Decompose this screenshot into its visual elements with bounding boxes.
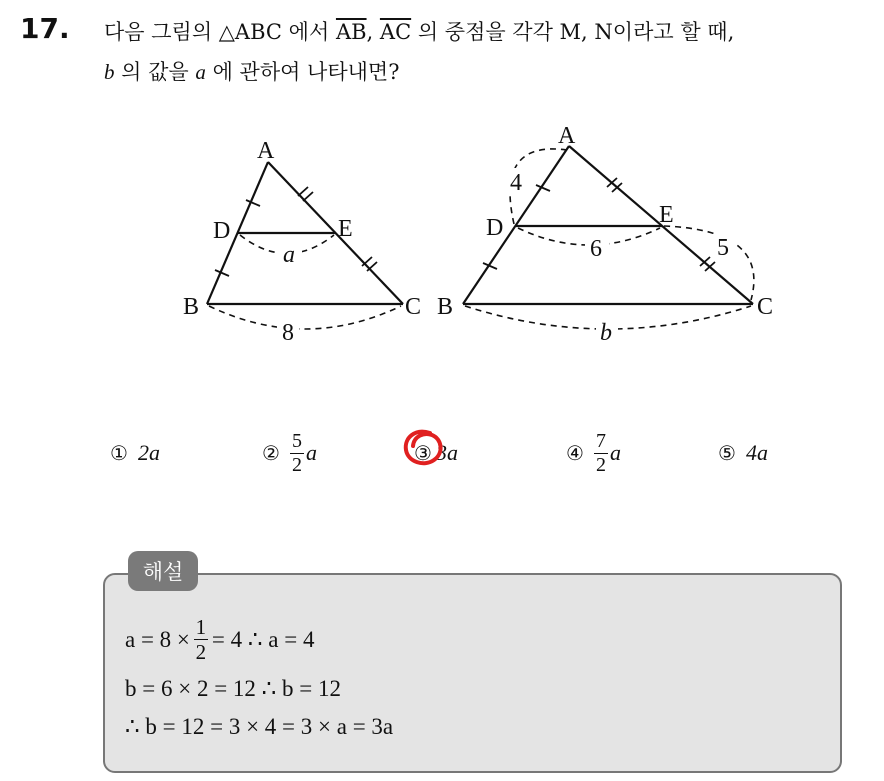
- solution-numerator: 1: [195, 615, 207, 639]
- right-vertex-d: D: [486, 215, 504, 241]
- solution-line-1: [125, 616, 314, 663]
- choice-4-denominator: 2: [595, 453, 606, 476]
- answer-circle-mark: [400, 426, 450, 470]
- question-text-1b: 에서: [282, 20, 336, 44]
- choice-2[interactable]: [262, 425, 317, 481]
- choice-1-mark: ①: [110, 441, 128, 465]
- separator: ,: [366, 20, 380, 44]
- question-text-2a: 의 값을: [114, 60, 196, 84]
- choice-4-numerator: 7: [595, 429, 606, 452]
- solution-line-3: ∴ b = 12 = 3 × 4 = 3 × a = 3a: [125, 714, 394, 739]
- segment-ab: $\overline{AB}$: [335, 20, 367, 44]
- choice-1[interactable]: [110, 425, 160, 481]
- right-ec-label: 5: [717, 235, 729, 261]
- right-ad-label: 4: [510, 170, 522, 196]
- choice-3-mark: ③: [414, 441, 432, 465]
- left-vertex-d: D: [213, 218, 231, 244]
- right-de-label: 6: [590, 236, 602, 262]
- left-vertex-b: B: [183, 294, 200, 320]
- solution-line-1-a: a = 8 ×: [125, 626, 190, 652]
- solution-fraction: [194, 616, 208, 663]
- choice-2-fraction: [290, 431, 304, 476]
- question-text-1a: 다음 그림의: [104, 20, 219, 44]
- left-de-label: a: [283, 242, 295, 268]
- choice-1-text: 2a: [137, 440, 160, 465]
- left-bc-label: 8: [282, 320, 294, 346]
- choice-4[interactable]: [566, 425, 621, 481]
- left-vertex-e: E: [338, 216, 353, 242]
- choice-5[interactable]: [718, 425, 768, 481]
- choice-2-numerator: 5: [291, 429, 302, 452]
- left-vertex-c: C: [405, 294, 422, 320]
- solution-line-2: b = 6 × 2 = 12 ∴ b = 12: [125, 676, 342, 701]
- choice-4-fraction: [594, 431, 608, 476]
- solution-denominator: 2: [195, 640, 207, 665]
- choice-2-mark: ②: [262, 441, 280, 465]
- left-triangle: [207, 162, 403, 304]
- question-text-2b: 에 관하여 나타내면?: [205, 60, 400, 84]
- solution-box: [103, 573, 842, 773]
- solution-line-1-b: = 4 ∴ a = 4: [211, 626, 315, 652]
- left-vertex-a: A: [257, 138, 275, 164]
- choice-2-denominator: 2: [291, 453, 302, 476]
- choice-3-text: 3a: [435, 440, 458, 465]
- choice-4-var: a: [609, 440, 621, 465]
- left-dashed-arcs: [209, 235, 401, 329]
- right-vertex-a: A: [558, 123, 576, 149]
- triangle-name: △ABC: [218, 20, 282, 44]
- question-text-1c: 의 중점을 각각 M, N이라고 할 때,: [411, 20, 735, 44]
- right-vertex-c: C: [757, 294, 774, 320]
- choice-2-var: a: [305, 440, 317, 465]
- solution-tag: 해설: [128, 551, 198, 591]
- right-bc-label: b: [600, 320, 612, 346]
- choice-4-mark: ④: [566, 441, 584, 465]
- right-vertex-e: E: [659, 202, 674, 228]
- question-number: 17.: [20, 12, 70, 45]
- var-a: a: [195, 60, 206, 84]
- var-b: b: [104, 60, 115, 84]
- segment-ac: $\overline{AC}$: [379, 20, 412, 44]
- right-vertex-b: B: [437, 294, 454, 320]
- choice-5-text: 4a: [745, 440, 768, 465]
- choice-5-mark: ⑤: [718, 441, 736, 465]
